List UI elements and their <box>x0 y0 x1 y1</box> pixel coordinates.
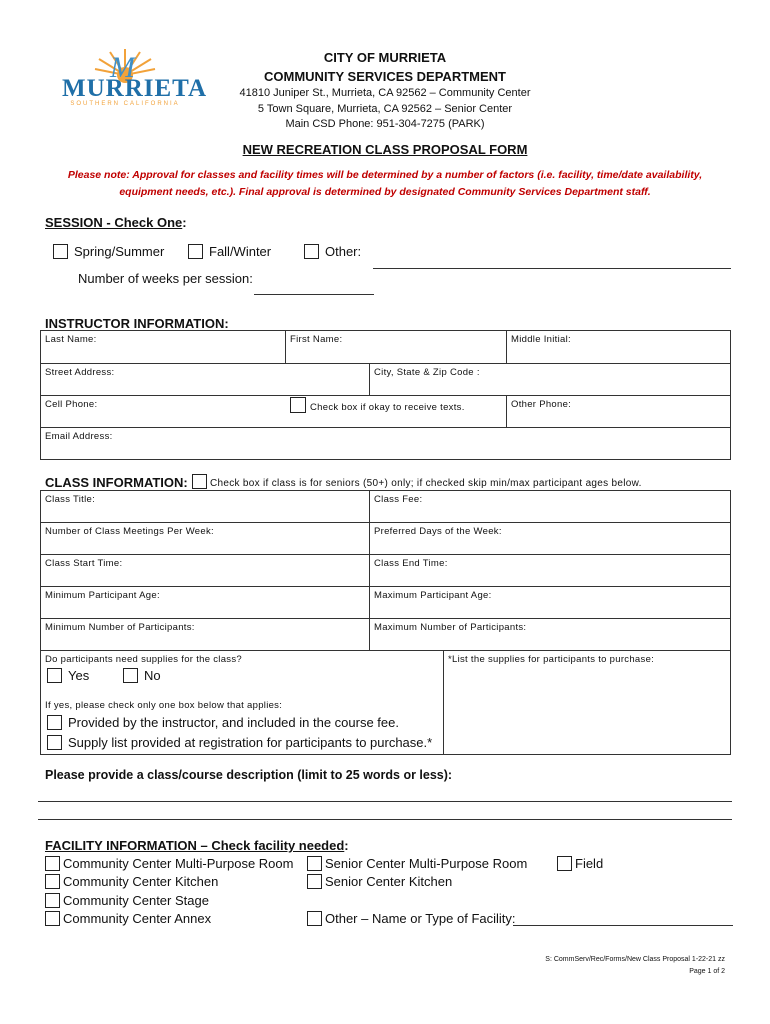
form-title: NEW RECREATION CLASS PROPOSAL FORM <box>242 142 528 157</box>
field-checkbox[interactable] <box>557 856 572 871</box>
cc-multipurpose-option[interactable] <box>45 856 293 871</box>
footer-path: S: CommServ/Rec/Forms/New Class Proposal 1-22-21 zz <box>545 956 725 963</box>
cc-annex-option[interactable] <box>45 911 211 926</box>
texts-label: Check box if okay to receive texts. <box>310 401 465 413</box>
header-address-2: 5 Town Square, Murrieta, CA 92562 – Senior Center <box>257 102 513 115</box>
cc-kitchen-label: Community Center Kitchen <box>63 874 219 889</box>
preferred-days-field[interactable] <box>369 522 731 555</box>
other-session-option[interactable] <box>304 244 361 259</box>
weeks-line[interactable] <box>254 294 374 295</box>
sc-kitchen-label: Senior Center Kitchen <box>325 874 453 889</box>
header-phone: Main CSD Phone: 951-304-7275 (PARK) <box>285 118 485 130</box>
header-city: CITY OF MURRIETA <box>323 50 447 65</box>
field-option[interactable] <box>557 856 603 871</box>
cell-phone-label: Cell Phone: <box>45 399 98 410</box>
texts-checkbox[interactable] <box>290 397 306 413</box>
description-line-1[interactable] <box>38 801 732 802</box>
other-phone-label: Other Phone: <box>511 399 572 410</box>
max-participants-field[interactable] <box>369 618 731 651</box>
spring-summer-label: Spring/Summer <box>74 244 165 259</box>
class-title-field[interactable] <box>40 490 370 523</box>
max-age-label: Maximum Participant Age: <box>374 590 492 601</box>
min-age-label: Minimum Participant Age: <box>45 590 160 601</box>
sc-multipurpose-option[interactable] <box>307 856 527 871</box>
description-line-2[interactable] <box>38 819 732 820</box>
field-label: Field <box>575 856 604 871</box>
seniors-option[interactable] <box>192 474 642 489</box>
supplies-list-label: *List the supplies for participants to purchase: <box>448 654 655 665</box>
max-age-field[interactable] <box>369 586 731 619</box>
cc-annex-label: Community Center Annex <box>63 911 212 926</box>
class-heading: CLASS INFORMATION: <box>45 475 188 490</box>
spring-summer-checkbox[interactable] <box>53 244 68 259</box>
cc-kitchen-checkbox[interactable] <box>45 874 60 889</box>
supplies-yes-checkbox[interactable] <box>47 668 62 683</box>
end-time-field[interactable] <box>369 554 731 587</box>
other-facility-label: Other – Name or Type of Facility: <box>325 911 516 926</box>
supplies-no-label: No <box>144 668 161 683</box>
session-heading: SESSION - Check One <box>45 215 183 230</box>
cc-annex-checkbox[interactable] <box>45 911 60 926</box>
supplies-no-checkbox[interactable] <box>123 668 138 683</box>
last-name-field[interactable] <box>40 330 286 364</box>
seniors-label: Check box if class is for seniors (50+) only; if checked skip min/max participant ages below. <box>210 477 642 489</box>
supplies-question-label: Do participants need supplies for the class? <box>45 654 242 665</box>
max-participants-label: Maximum Number of Participants: <box>374 622 527 633</box>
sc-multipurpose-checkbox[interactable] <box>307 856 322 871</box>
cc-kitchen-option[interactable] <box>45 874 218 889</box>
supply-option-registration-checkbox[interactable] <box>47 735 62 750</box>
sc-kitchen-option[interactable] <box>307 874 452 889</box>
cc-stage-checkbox[interactable] <box>45 893 60 908</box>
other-session-label: Other: <box>325 244 362 259</box>
supplies-yes-option[interactable] <box>47 668 89 683</box>
supply-option-instructor[interactable] <box>47 715 399 730</box>
other-session-line[interactable] <box>373 268 731 269</box>
cc-stage-label: Community Center Stage <box>63 893 209 908</box>
meetings-label: Number of Class Meetings Per Week: <box>45 526 214 537</box>
other-facility-checkbox[interactable] <box>307 911 322 926</box>
header-address-1: 41810 Juniper St., Murrieta, CA 92562 – Community Center <box>239 87 531 99</box>
logo-word: MURRIETA <box>62 75 208 102</box>
email-field[interactable] <box>40 427 731 460</box>
logo-mark: M <box>110 51 135 84</box>
other-facility-option[interactable] <box>307 911 516 926</box>
other-session-checkbox[interactable] <box>304 244 319 259</box>
fall-winter-label: Fall/Winter <box>209 244 272 259</box>
logo-tagline: SOUTHERN CALIFORNIA <box>70 101 180 107</box>
sc-multipurpose-label: Senior Center Multi-Purpose Room <box>325 856 528 871</box>
meetings-field[interactable] <box>40 522 370 555</box>
footer-page: Page 1 of 2 <box>689 968 725 975</box>
weeks-label: Number of weeks per session: <box>78 271 253 286</box>
header-dept: COMMUNITY SERVICES DEPARTMENT <box>264 69 506 84</box>
first-name-label: First Name: <box>290 334 343 345</box>
if-yes-label: If yes, please check only one box below that applies: <box>45 700 283 711</box>
city-state-zip-label: City, State & Zip Code : <box>374 367 480 378</box>
murrieta-logo <box>60 45 208 113</box>
supplies-list-field[interactable] <box>443 650 731 755</box>
city-state-zip-field[interactable] <box>369 363 731 396</box>
street-address-label: Street Address: <box>45 367 115 378</box>
start-time-label: Class Start Time: <box>45 558 123 569</box>
class-fee-label: Class Fee: <box>374 494 423 505</box>
first-name-field[interactable] <box>285 330 507 364</box>
description-prompt: Please provide a class/course description (limit to 25 words or less): <box>45 768 453 782</box>
class-fee-field[interactable] <box>369 490 731 523</box>
other-facility-line[interactable] <box>513 925 733 926</box>
min-participants-field[interactable] <box>40 618 370 651</box>
fall-winter-checkbox[interactable] <box>188 244 203 259</box>
cc-stage-option[interactable] <box>45 893 209 908</box>
supplies-no-option[interactable] <box>123 668 161 683</box>
texts-option[interactable] <box>290 397 465 413</box>
seniors-checkbox[interactable] <box>192 474 207 489</box>
min-participants-label: Minimum Number of Participants: <box>45 622 195 633</box>
session-colon: : <box>182 215 187 230</box>
note-line-1: Please note: Approval for classes and facility times will be determined by a number of factors (i.e. facility, time/date availability, <box>67 169 703 181</box>
street-address-field[interactable] <box>40 363 370 396</box>
email-label: Email Address: <box>45 431 113 442</box>
facility-colon: : <box>344 838 349 853</box>
preferred-days-label: Preferred Days of the Week: <box>374 526 502 537</box>
instructor-heading: INSTRUCTOR INFORMATION: <box>45 316 229 331</box>
start-time-field[interactable] <box>40 554 370 587</box>
supply-option-registration[interactable] <box>47 735 432 750</box>
supply-option-instructor-checkbox[interactable] <box>47 715 62 730</box>
min-age-field[interactable] <box>40 586 370 619</box>
end-time-label: Class End Time: <box>374 558 448 569</box>
supplies-yes-label: Yes <box>68 668 90 683</box>
middle-initial-label: Middle Initial: <box>511 334 571 345</box>
cc-multipurpose-label: Community Center Multi-Purpose Room <box>63 856 294 871</box>
cc-multipurpose-checkbox[interactable] <box>45 856 60 871</box>
note-line-2: equipment needs, etc.). Final approval is determined by designated Community Services Department staff. <box>119 186 651 198</box>
fall-winter-option[interactable] <box>188 244 271 259</box>
session-heading-wrap <box>45 215 187 230</box>
facility-heading-wrap <box>45 838 349 853</box>
class-title-label: Class Title: <box>45 494 96 505</box>
last-name-label: Last Name: <box>45 334 97 345</box>
other-phone-field[interactable] <box>506 395 731 428</box>
supply-option-instructor-label: Provided by the instructor, and included in the course fee. <box>68 715 399 730</box>
facility-heading: FACILITY INFORMATION – Check facility needed <box>45 838 345 853</box>
sc-kitchen-checkbox[interactable] <box>307 874 322 889</box>
middle-initial-field[interactable] <box>506 330 731 364</box>
supply-option-registration-label: Supply list provided at registration for participants to purchase.* <box>68 735 433 750</box>
spring-summer-option[interactable] <box>53 244 164 259</box>
